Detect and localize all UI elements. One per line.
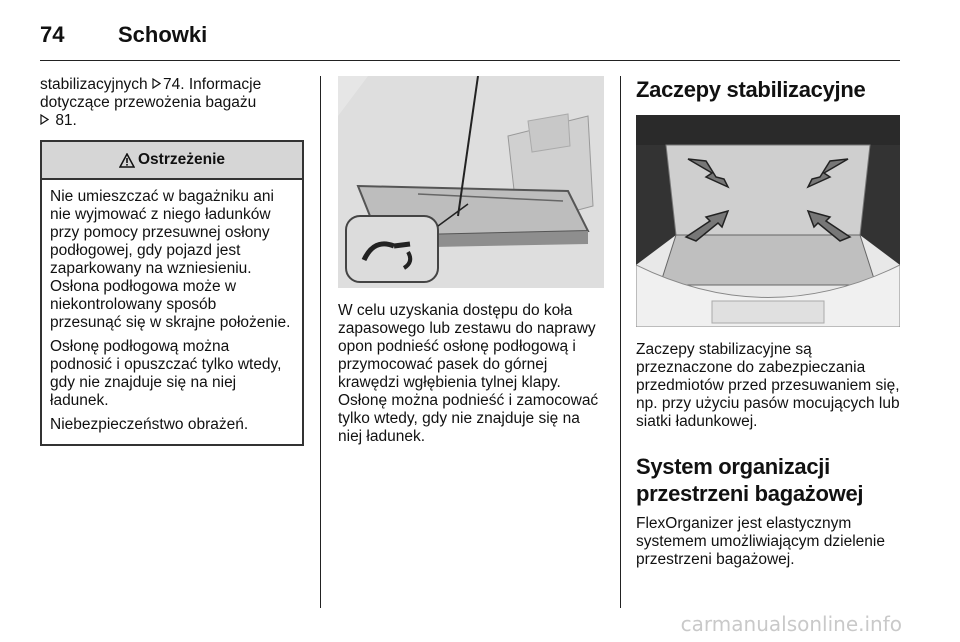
warning-body bbox=[42, 180, 302, 444]
warning-paragraph-3: Niebezpieczeństwo obrażeń. bbox=[50, 416, 249, 433]
warning-triangle-icon bbox=[119, 153, 135, 168]
intro-text bbox=[40, 76, 304, 130]
column-divider-left bbox=[320, 76, 321, 608]
column-left bbox=[40, 76, 304, 446]
lashing-eyes-paragraph: Zaczepy stabilizacyjne są przeznaczone do zabezpieczania przedmiotów przed przesuwaniem się, np. przy użyciu pasów mocujących lub siatki ładunkowej. bbox=[636, 341, 900, 430]
chapter-title: Schowki bbox=[118, 22, 208, 47]
page-number: 74 bbox=[40, 22, 65, 47]
section-title-flexorganizer: System organizacji przestrzeni bagażowej bbox=[636, 454, 864, 506]
warning-title: Ostrzeżenie bbox=[137, 151, 225, 168]
watermark: carmanualsonline.info bbox=[680, 612, 902, 636]
warning-paragraph-2: Osłonę podłogową można podnosić i opuszczać tylko wtedy, gdy nie znajduje się na niej ładunek. bbox=[50, 338, 282, 409]
flexorganizer-paragraph: FlexOrganizer jest elastycznym systemem umożliwiającym dzielenie przestrzeni bagażowej. bbox=[636, 515, 885, 568]
intro-line-1: stabilizacyjnych bbox=[40, 76, 148, 93]
triangle-right-reference-icon bbox=[152, 76, 163, 94]
warning-box bbox=[40, 140, 304, 446]
warning-paragraph-1: Nie umieszczać w bagażniku ani nie wyjmować z niego ładunków przy pomocy przesuwnej osłony podłogowej, gdy pojazd jest zaparkowany na wzniesieniu. Osłona podłogowa może w niekontrolowany sposób przesunąć się w skrajne położenie. bbox=[50, 188, 291, 331]
lashing-eyes-illustration bbox=[636, 115, 900, 327]
triangle-right-reference-icon bbox=[40, 112, 51, 130]
page-header bbox=[40, 18, 900, 58]
intro-line-2: 74. Informacje bbox=[163, 76, 262, 93]
column-middle bbox=[338, 76, 604, 446]
column-right bbox=[636, 76, 902, 569]
column-divider-right bbox=[620, 76, 621, 608]
floor-cover-illustration bbox=[338, 76, 604, 288]
warning-header bbox=[42, 142, 302, 180]
intro-line-4: 81. bbox=[55, 112, 77, 129]
floor-cover-paragraph: W celu uzyskania dostępu do koła zapasowego lub zestawu do naprawy opon podnieść osłonę podłogową i przymocować pasek do górnej krawędzi wgłębienia tylnej klapy. Osłonę można podnieść i zamocować tylko wtedy, gdy nie znajduje się na niej ładunek. bbox=[338, 302, 599, 445]
intro-line-3: dotyczące przewożenia bagażu bbox=[40, 94, 257, 111]
section-title-lashing-eyes: Zaczepy stabilizacyjne bbox=[636, 77, 866, 102]
header-rule bbox=[40, 60, 900, 61]
